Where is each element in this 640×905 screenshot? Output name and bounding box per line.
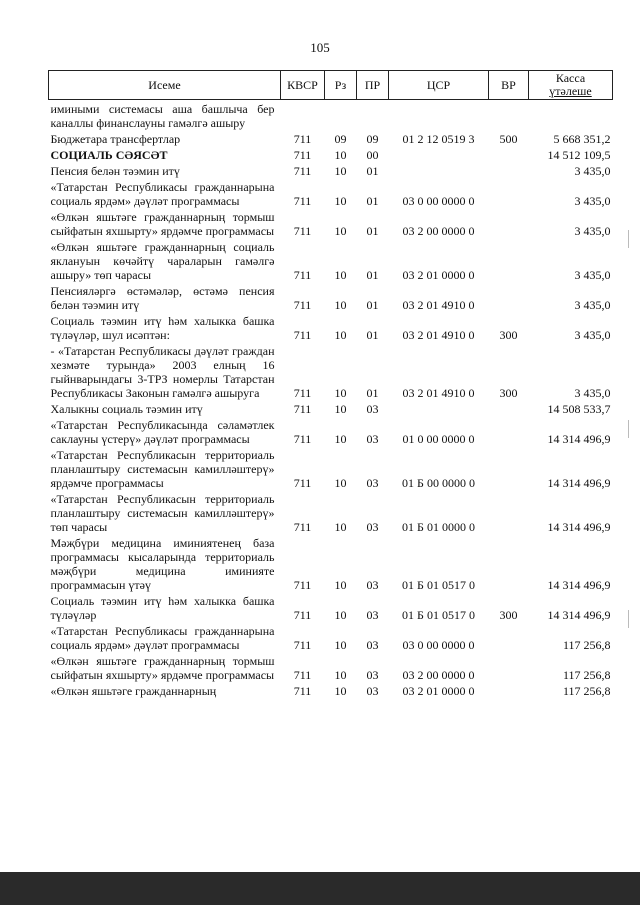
- cell-name: «Татарстан Республикасын территориаль планлаштыру системасын камилләштерү» төп чарасы: [50, 492, 275, 534]
- cell-kvsr: 711: [293, 402, 312, 416]
- cell-vr: [489, 162, 529, 178]
- cell-csr: [389, 146, 489, 162]
- cell-rz: 10: [334, 432, 347, 446]
- cell-pr: 01: [366, 386, 379, 400]
- cell-csr: 01 Б 01 0517 0: [402, 608, 475, 622]
- cell-csr: 03 2 01 4910 0: [402, 298, 475, 312]
- table-row: [49, 400, 613, 416]
- cell-kvsr: 711: [293, 298, 312, 312]
- cell-name: «Өлкән яшьтәге гражданнарның тормыш сыйфатын яхшырту» ярдәмче программасы: [50, 210, 275, 238]
- header-name: Исеме: [49, 71, 281, 100]
- cell-csr: [389, 100, 489, 131]
- cell-rz: 10: [334, 578, 347, 592]
- cell-vr: 500: [499, 132, 518, 146]
- cell-kvsr: 711: [293, 194, 312, 208]
- cell-rz: [325, 100, 357, 131]
- cell-name: Бюджетара трансфертлар: [50, 132, 181, 146]
- cell-vr: [489, 682, 529, 698]
- cell-csr: 03 2 01 4910 0: [402, 328, 475, 342]
- table-row: [49, 534, 613, 592]
- cell-amount: 3 435,0: [574, 328, 611, 342]
- cell-vr: 300: [499, 386, 518, 400]
- cell-csr: 01 0 00 0000 0: [402, 432, 475, 446]
- cell-csr: 03 2 01 0000 0: [402, 684, 475, 698]
- cell-name: имиными системасы аша башлыча бер каналлы финанслауны гамәлгә ашыру: [50, 102, 275, 130]
- table-row: [49, 178, 613, 208]
- cell-vr: [489, 400, 529, 416]
- cell-kvsr: 711: [293, 386, 312, 400]
- cell-rz: 10: [334, 224, 347, 238]
- cell-amount: 3 435,0: [574, 194, 611, 208]
- cell-rz: 10: [334, 194, 347, 208]
- header-vr: ВР: [489, 71, 529, 100]
- cell-kvsr: 711: [293, 148, 312, 162]
- cell-amount: 14 508 533,7: [547, 402, 611, 416]
- cell-vr: [489, 622, 529, 652]
- cell-vr: [489, 416, 529, 446]
- cell-pr: 01: [366, 164, 379, 178]
- cell-rz: 10: [334, 684, 347, 698]
- cell-kvsr: 711: [293, 224, 312, 238]
- cell-rz: 10: [334, 520, 347, 534]
- cell-pr: 01: [366, 224, 379, 238]
- cell-name: «Өлкән яшьтәге гражданнарның тормыш сыйфатын яхшырту» ярдәмче программасы: [50, 654, 275, 682]
- cell-rz: 10: [334, 148, 347, 162]
- cell-vr: 300: [499, 608, 518, 622]
- cell-kvsr: 711: [293, 638, 312, 652]
- table-row: [49, 208, 613, 238]
- table-row: [49, 682, 613, 698]
- header-kvsr: КВСР: [281, 71, 325, 100]
- cell-pr: 03: [366, 578, 379, 592]
- cell-pr: 03: [366, 608, 379, 622]
- cell-kvsr: 711: [293, 328, 312, 342]
- cell-pr: 01: [366, 268, 379, 282]
- cell-name: «Татарстан Республикасын территориаль планлаштыру системасын камилләштерү» ярдәмче программасы: [50, 448, 275, 490]
- cell-vr: [489, 652, 529, 682]
- cell-pr: 01: [366, 194, 379, 208]
- cell-name: Халыкны социаль тәэмин итү: [50, 402, 203, 416]
- cell-amount: 3 435,0: [574, 298, 611, 312]
- cell-rz: 10: [334, 476, 347, 490]
- cell-pr: 03: [366, 476, 379, 490]
- header-kassa-bottom: үтәлеше: [549, 84, 592, 98]
- cell-vr: [489, 446, 529, 490]
- cell-amount: 3 435,0: [574, 386, 611, 400]
- cell-name: Социаль тәэмин итү һәм халыкка башка түләүләр, шул исәптән:: [50, 314, 275, 342]
- cell-kvsr: 711: [293, 432, 312, 446]
- table-row: [49, 162, 613, 178]
- header-kassa-top: Касса: [555, 71, 586, 85]
- table-row: [49, 282, 613, 312]
- cell-amount: 117 256,8: [562, 638, 611, 652]
- header-csr: ЦСР: [389, 71, 489, 100]
- cell-rz: 10: [334, 164, 347, 178]
- cell-amount: 5 668 351,2: [553, 132, 611, 146]
- cell-csr: [389, 162, 489, 178]
- cell-amount: 3 435,0: [574, 164, 611, 178]
- table-row: [49, 312, 613, 342]
- cell-csr: 01 Б 00 0000 0: [402, 476, 475, 490]
- table-row: [49, 490, 613, 534]
- cell-kvsr: 711: [293, 668, 312, 682]
- cell-rz: 10: [334, 402, 347, 416]
- cell-kvsr: 711: [293, 684, 312, 698]
- cell-vr: [489, 490, 529, 534]
- cell-pr: 00: [366, 148, 379, 162]
- cell-name: «Татарстан Республикасында сәламәтлек саклауны үстерү» дәүләт программасы: [50, 418, 275, 446]
- cell-pr: 09: [366, 132, 379, 146]
- table-row: [49, 238, 613, 282]
- cell-csr: 03 0 00 0000 0: [402, 638, 475, 652]
- cell-rz: 10: [334, 668, 347, 682]
- cell-csr: 03 2 00 0000 0: [402, 224, 475, 238]
- cell-kvsr: 711: [293, 268, 312, 282]
- cell-rz: 10: [334, 298, 347, 312]
- cell-csr: 03 2 00 0000 0: [402, 668, 475, 682]
- cell-pr: 03: [366, 684, 379, 698]
- margin-mark: [628, 610, 629, 628]
- cell-vr: 300: [499, 328, 518, 342]
- cell-amount: 3 435,0: [574, 224, 611, 238]
- cell-csr: 03 0 00 0000 0: [402, 194, 475, 208]
- cell-kvsr: 711: [293, 132, 312, 146]
- cell-amount: 3 435,0: [574, 268, 611, 282]
- cell-amount: 14 314 496,9: [547, 476, 611, 490]
- cell-amount: 117 256,8: [562, 668, 611, 682]
- page-number: 105: [310, 40, 330, 55]
- cell-pr: 03: [366, 432, 379, 446]
- table-header-row: [49, 71, 613, 100]
- cell-name: «Өлкән яшьтәге гражданнарның: [50, 684, 217, 698]
- cell-vr: [489, 100, 529, 131]
- cell-vr: [489, 178, 529, 208]
- cell-name: СОЦИАЛЬ СӘЯСӘТ: [50, 148, 168, 162]
- table-row: [49, 342, 613, 400]
- cell-kvsr: 711: [293, 520, 312, 534]
- table-row: [49, 100, 613, 131]
- cell-amount: 14 314 496,9: [547, 432, 611, 446]
- cell-pr: 01: [366, 328, 379, 342]
- cell-vr: [489, 282, 529, 312]
- cell-name: «Өлкән яшьтәге гражданнарның социаль яклануын көчәйтү чараларын гамәлгә ашыру» төп чарасы: [50, 240, 275, 282]
- cell-name: «Татарстан Республикасы гражданнарына социаль ярдәм» дәүләт программасы: [50, 180, 275, 208]
- cell-pr: 03: [366, 402, 379, 416]
- table-row: [49, 446, 613, 490]
- cell-name: Мәҗбүри медицина иминиятенең база программасы кысаларында территориаль мәҗбүри медицина иминияте программасын үтәү: [50, 536, 275, 592]
- cell-name: - «Татарстан Республикасы дәүләт граждан хезмәте турында» 2003 елның 16 гыйнварындагы 3-ТРЗ номерлы Татарстан Республикасы Законын гамәлгә ашыруга: [50, 344, 275, 400]
- cell-vr: [489, 238, 529, 282]
- cell-vr: [489, 208, 529, 238]
- cell-name: Пенсияләргә өстәмәләр, өстәмә пенсия белән тәэмин итү: [50, 284, 275, 312]
- cell-csr: 03 2 01 0000 0: [402, 268, 475, 282]
- table-row: [49, 622, 613, 652]
- cell-rz: 09: [334, 132, 347, 146]
- cell-amount: 14 314 496,9: [547, 520, 611, 534]
- cell-pr: 01: [366, 298, 379, 312]
- cell-pr: 03: [366, 668, 379, 682]
- cell-name: «Татарстан Республикасы гражданнарына социаль ярдәм» дәүләт программасы: [50, 624, 275, 652]
- cell-csr: 01 2 12 0519 3: [402, 132, 475, 146]
- cell-amount: 14 314 496,9: [547, 578, 611, 592]
- table-body: [49, 100, 613, 699]
- cell-kvsr: 711: [293, 164, 312, 178]
- header-kassa: [529, 71, 613, 100]
- cell-rz: 10: [334, 386, 347, 400]
- cell-kvsr: 711: [293, 608, 312, 622]
- cell-amount: [529, 100, 613, 131]
- table-row: [49, 146, 613, 162]
- header-pr: ПР: [357, 71, 389, 100]
- cell-name: Пенсия белән тәэмин итү: [50, 164, 180, 178]
- cell-amount: 117 256,8: [562, 684, 611, 698]
- cell-csr: 01 Б 01 0000 0: [402, 520, 475, 534]
- header-rz: Рз: [325, 71, 357, 100]
- cell-kvsr: 711: [293, 578, 312, 592]
- cell-name: Социаль тәэмин итү һәм халыкка башка түләүләр: [50, 594, 275, 622]
- cell-csr: [389, 400, 489, 416]
- cell-vr: [489, 146, 529, 162]
- cell-rz: 10: [334, 638, 347, 652]
- margin-mark: [628, 230, 629, 248]
- table-row: [49, 130, 613, 146]
- cell-kvsr: 711: [293, 476, 312, 490]
- scan-bottom-edge: [0, 872, 640, 905]
- budget-table: [48, 70, 613, 698]
- cell-amount: 14 512 109,5: [547, 148, 611, 162]
- cell-rz: 10: [334, 328, 347, 342]
- cell-pr: [357, 100, 389, 131]
- cell-csr: 01 Б 01 0517 0: [402, 578, 475, 592]
- table-row: [49, 592, 613, 622]
- cell-csr: 03 2 01 4910 0: [402, 386, 475, 400]
- cell-amount: 14 314 496,9: [547, 608, 611, 622]
- margin-mark: [628, 420, 629, 438]
- cell-kvsr: [281, 100, 325, 131]
- cell-rz: 10: [334, 268, 347, 282]
- cell-rz: 10: [334, 608, 347, 622]
- table-row: [49, 652, 613, 682]
- cell-pr: 03: [366, 520, 379, 534]
- table-row: [49, 416, 613, 446]
- cell-pr: 03: [366, 638, 379, 652]
- cell-vr: [489, 534, 529, 592]
